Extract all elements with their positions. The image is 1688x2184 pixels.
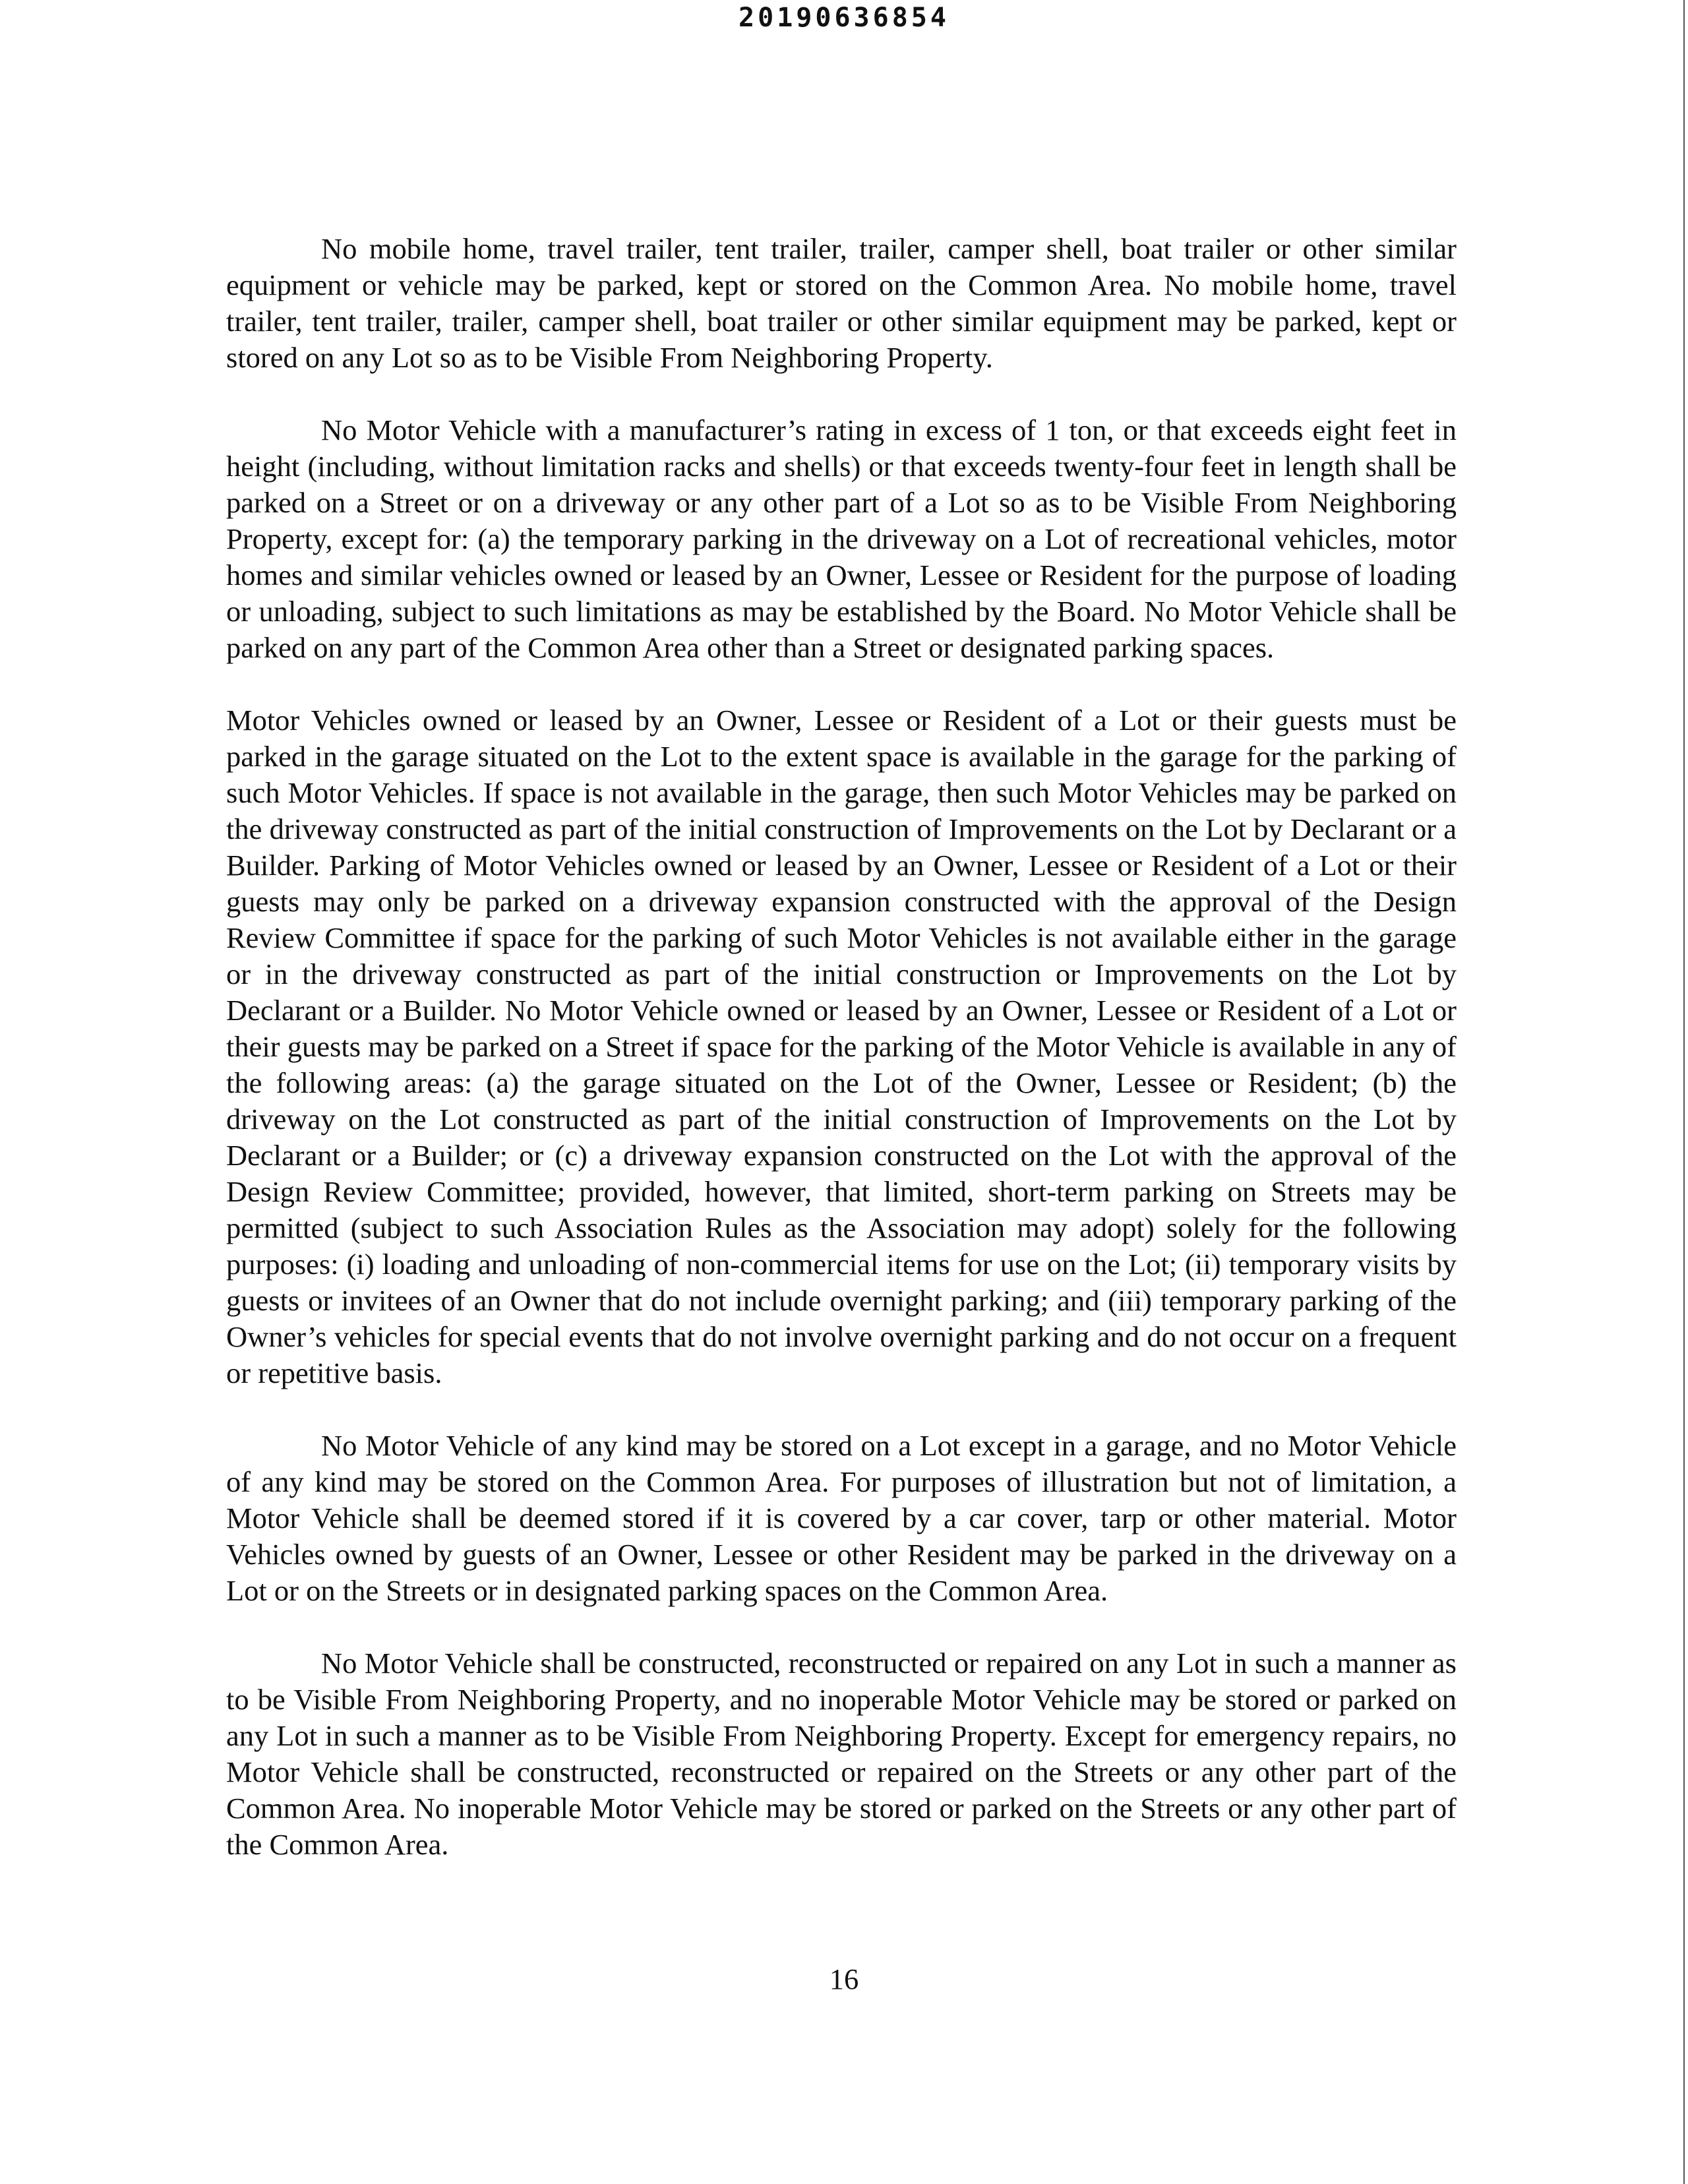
document-body	[226, 231, 1457, 1899]
paragraph-garage-parking: Motor Vehicles owned or leased by an Owner, Lessee or Resident of a Lot or their guests must be parked in the garage situated on the Lot to the extent space is available in the garage for the parking of such Motor Vehicles. If space is not available in the garage, then such Motor Vehicles may be parked on the driveway constructed as part of the initial construction of Improvements on the Lot by Declarant or a Builder. Parking of Motor Vehicles owned or leased by an Owner, Lessee or Resident of a Lot or their guests may only be parked on a driveway expansion constructed with the approval of the Design Review Committee if space for the parking of such Motor Vehicles is not available either in the garage or in the driveway constructed as part of the initial construction or Improvements on the Lot by Declarant or a Builder. No Motor Vehicle owned or leased by an Owner, Lessee or Resident of a Lot or their guests may be parked on a Street if space for the parking of the Motor Vehicle is available in any of the following areas: (a) the garage situated on the Lot of the Owner, Lessee or Resident; (b) the driveway on the Lot constructed as part of the initial construction of Improvements on the Lot by Declarant or a Builder; or (c) a driveway expansion constructed on the Lot with the approval of the Design Review Committee; provided, however, that limited, short-term parking on Streets may be permitted (subject to such Association Rules as the Association may adopt) solely for the following purposes: (i) loading and unloading of non-commercial items for use on the Lot; (ii) temporary visits by guests or invitees of an Owner that do not include overnight parking; and (iii) temporary parking of the Owner’s vehicles for special events that do not involve overnight parking and do not occur on a frequent or repetitive basis.	[226, 704, 1457, 1389]
document-number: 20190636854	[738, 3, 950, 33]
paragraph-vehicle-size: No Motor Vehicle with a manufacturer’s rating in excess of 1 ton, or that exceeds eight feet in height (including, without limitation racks and shells) or that exceeds twenty-four feet in length shall be parked on a Street or on a driveway or any other part of a Lot so as to be Visible From Neighboring Property, except for: (a) the temporary parking in the driveway on a Lot of recreational vehicles, motor homes and similar vehicles owned or leased by an Owner, Lessee or Resident for the purpose of loading or unloading, subject to such limitations as may be established by the Board. No Motor Vehicle shall be parked on any part of the Common Area other than a Street or designated parking spaces.	[226, 413, 1457, 664]
paragraph-vehicle-storage: No Motor Vehicle of any kind may be stored on a Lot except in a garage, and no Motor Vehicle of any kind may be stored on the Common Area. For purposes of illustration but not of limitation, a Motor Vehicle shall be deemed stored if it is covered by a car cover, tarp or other material. Motor Vehicles owned by guests of an Owner, Lessee or other Resident may be parked in the driveway on a Lot or on the Streets or in designated parking spaces on the Common Area.	[226, 1429, 1457, 1607]
scan-edge-line	[1683, 0, 1685, 2184]
paragraph-vehicle-repairs: No Motor Vehicle shall be constructed, reconstructed or repaired on any Lot in such a manner as to be Visible From Neighboring Property, and no inoperable Motor Vehicle may be stored or parked on any Lot in such a manner as to be Visible From Neighboring Property. Except for emergency repairs, no Motor Vehicle shall be constructed, reconstructed or repaired on the Streets or any other part of the Common Area. No inoperable Motor Vehicle may be stored or parked on the Streets or any other part of the Common Area.	[226, 1647, 1457, 1861]
paragraph-trailers: No mobile home, travel trailer, tent trailer, trailer, camper shell, boat trailer or other similar equipment or vehicle may be parked, kept or stored on the Common Area. No mobile home, travel trailer, tent trailer, trailer, camper shell, boat trailer or other similar equipment may be parked, kept or stored on any Lot so as to be Visible From Neighboring Property.	[226, 232, 1457, 374]
page-number: 16	[829, 1962, 859, 1995]
